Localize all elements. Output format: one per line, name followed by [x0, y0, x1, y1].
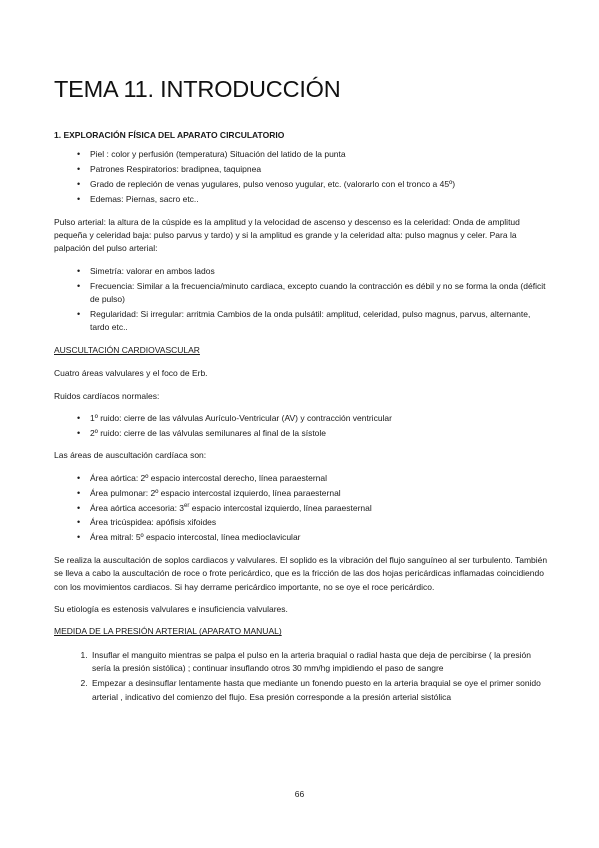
ordinal-superscript: er: [184, 502, 190, 509]
list-item: • Área aórtica: 2º espacio intercostal derecho, línea paraesternal: [90, 472, 548, 485]
etiology-paragraph: Su etiología es estenosis valvulares e insuficiencia valvulares.: [54, 603, 288, 614]
murmur-paragraph: Se realiza la auscultación de soplos cardiacos y valvulares. El soplido es la vibración del flujo sanguíneo al ser turbulento. También se lleva a cabo la auscultación de roce o frote pericárdico, que es la fricción de las dos hojas pericárdicas inflamadas coincidiendo con los movimientos cardiacos. Si hay derrame pericárdico importante, no se oye el roce pericárdico.: [54, 554, 548, 592]
list-item: • Simetría: valorar en ambos lados: [90, 265, 548, 278]
accessory-area-text: Área aórtica accesoria: 3: [90, 502, 185, 513]
areas-list: [54, 472, 548, 545]
list-item: • 2º ruido: cierre de las válvulas semilunares al final de la sístole: [90, 427, 548, 440]
sounds-label: Ruidos cardíacos normales:: [54, 390, 160, 401]
list-item: • Área mitral: 5º espacio intercostal, línea medioclavicular: [90, 531, 548, 544]
section-heading-exploration: 1. EXPLORACIÓN FÍSICA DEL APARATO CIRCULATORIO: [54, 130, 285, 140]
list-item: • Patrones Respiratorios: bradipnea, taquipnea: [90, 163, 548, 176]
sounds-list: [54, 412, 548, 440]
document-body: [54, 129, 548, 713]
list-item: 1. Insuflar el manguito mientras se palpa el pulso en la arteria braquial o radial hasta que deja de percibirse ( la presión sería la presión sistólica) ; continuar insuflando otros 30 mm/hg impidiendo el paso de sangre: [90, 649, 548, 676]
list-item: • Área tricúspidea: apófisis xifoides: [90, 516, 548, 529]
pulse-paragraph: Pulso arterial: la altura de la cúspide es la amplitud y la velocidad de ascenso y descenso es la celeridad: Onda de amplitud pequeña y celeridad baja: pulso parvus y tardo) y si la amplitud es grande y la celeridad alta: pulso magnus y celer. Para la palpación del pulso arterial:: [54, 216, 520, 254]
areas-label: Las áreas de auscultación cardíaca son:: [54, 450, 207, 461]
auscultation-intro: Cuatro áreas valvulares y el foco de Erb.: [54, 368, 208, 379]
list-item: [90, 502, 548, 515]
section-heading-blood-pressure: MEDIDA DE LA PRESIÓN ARTERIAL (APARATO MANUAL): [54, 626, 282, 637]
exploration-list: [54, 148, 548, 206]
page-number: 66: [294, 789, 305, 799]
blood-pressure-steps: [54, 649, 548, 704]
list-item: • Piel : color y perfusión (temperatura) Situación del latido de la punta: [90, 148, 548, 161]
list-item: • Grado de repleción de venas yugulares, pulso venoso yugular, etc. (valorarlo con el tronco a 45º): [90, 178, 548, 191]
list-item: 2. Empezar a desinsuflar lentamente hasta que mediante un fonendo puesto en la arteria braquial se oye el primer sonido arterial , indicativo del comienzo del flujo. Esa presión corresponde a la presión arterial sistólica: [90, 677, 548, 704]
list-item: • Regularidad: Si irregular: arritmia Cambios de la onda pulsátil: amplitud, celeridad, pulso magnus, parvus, alternante, tardo etc..: [90, 308, 548, 335]
list-item: • Frecuencia: Similar a la frecuencia/minuto cardiaca, excepto cuando la contracción es débil y no se forma la onda (déficit de pulso): [90, 280, 548, 307]
list-item: • 1º ruido: cierre de las válvulas Aurículo-Ventricular (AV) y contracción ventricular: [90, 412, 548, 425]
accessory-area-text-rest: espacio intercostal izquierdo, línea paraesternal: [189, 502, 372, 513]
pulse-list: [54, 265, 548, 335]
list-item: • Área pulmonar: 2º espacio intercostal izquierdo, línea paraesternal: [90, 487, 548, 500]
list-item: • Edemas: Piernas, sacro etc..: [90, 193, 548, 206]
section-heading-auscultation: AUSCULTACIÓN CARDIOVASCULAR: [54, 344, 200, 355]
page-title: TEMA 11. INTRODUCCIÓN: [54, 76, 341, 102]
